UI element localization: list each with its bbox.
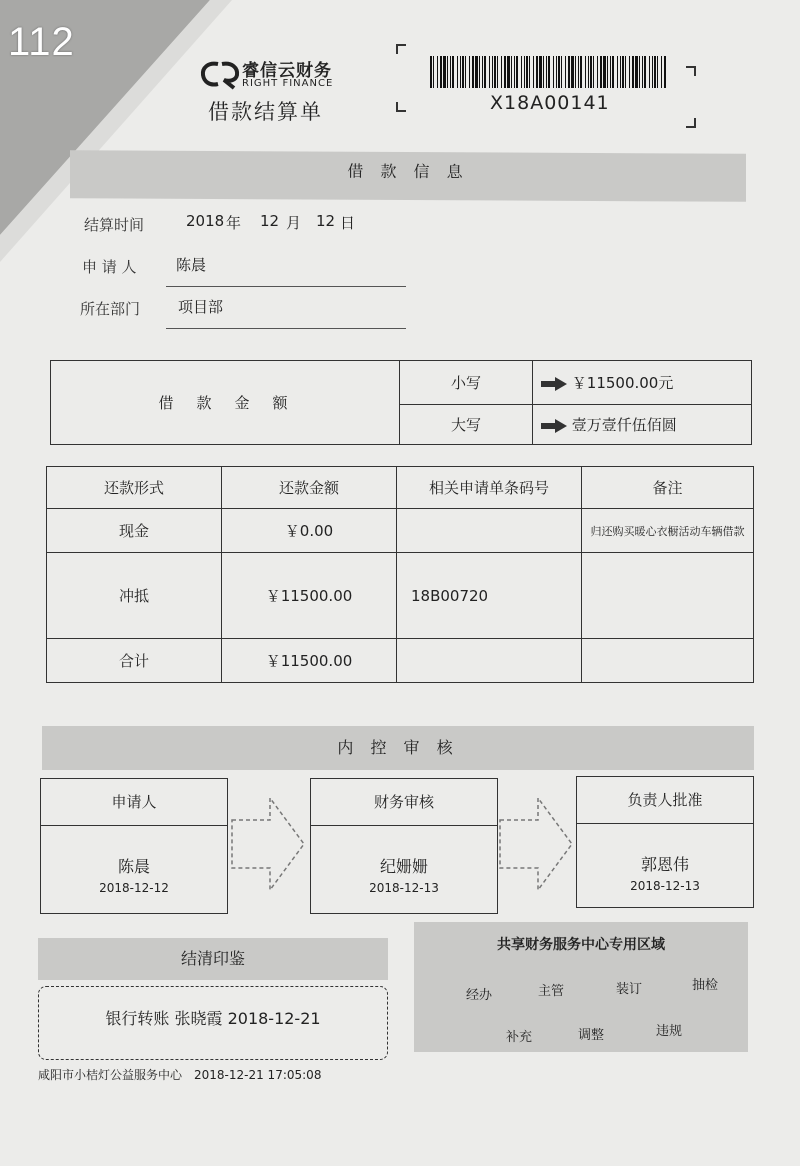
header-repay-amount: 还款金额 (222, 467, 397, 509)
barcode-area (396, 44, 696, 128)
table-row (47, 509, 754, 553)
share-item-violation: 违规 (656, 1024, 683, 1039)
barcode-bar (649, 56, 650, 88)
barcode-bar (443, 56, 446, 88)
barcode-bar (571, 56, 574, 88)
row-barcode (397, 509, 582, 553)
barcode-bar (494, 56, 496, 88)
flow-step-finance-review (310, 778, 498, 914)
flow-step-name: 郭恩伟 (640, 855, 689, 874)
row-remark: 归还购买暖心衣橱活动车辆借款 (582, 509, 754, 553)
barcode-bar (489, 56, 490, 88)
flow-step-name: 陈晨 (117, 857, 150, 876)
share-item-supervisor: 主管 (538, 984, 565, 999)
barcode-number: X18A00141 (490, 92, 610, 114)
barcode-bar (556, 56, 557, 88)
row-amount: ￥11500.00 (222, 639, 397, 683)
barcode-bar (524, 56, 525, 88)
barcode-bar (642, 56, 643, 88)
logo-name-en: RIGHT FINANCE (242, 78, 334, 89)
arrow-right-icon (541, 419, 567, 433)
flow-step-date: 2018-12-13 (630, 879, 700, 893)
company-logo (200, 56, 350, 96)
barcode-bar (632, 56, 634, 88)
barcode-bar (501, 56, 502, 88)
department-value: 项目部 (178, 298, 224, 316)
barcode-bar (593, 56, 594, 88)
small-amount-value: ￥11500.00元 (571, 374, 674, 392)
barcode-bar (661, 56, 662, 88)
flow-arrow-icon (498, 794, 574, 894)
seal-title: 结清印鉴 (38, 938, 388, 980)
barcode-bar (433, 56, 434, 88)
barcode-bar (629, 56, 630, 88)
barcode-bar (565, 56, 566, 88)
big-amount-label: 大写 (400, 405, 533, 445)
barcode-bar (492, 56, 493, 88)
flow-step-name: 纪姗姗 (379, 857, 428, 876)
barcode-bar (561, 56, 562, 88)
barcode-bar (514, 56, 515, 88)
barcode-bar (437, 56, 438, 88)
settle-year: 2018 (186, 212, 225, 230)
barcode-bar (600, 56, 602, 88)
header-remark: 备注 (582, 467, 754, 509)
barcode-bar (457, 56, 458, 88)
barcode-bar (620, 56, 621, 88)
barcode-bar (516, 56, 518, 88)
barcode-bar (622, 56, 624, 88)
share-item-binding: 装订 (616, 982, 643, 997)
shared-service-title: 共享财务服务中心专用区域 (497, 937, 665, 953)
flow-step-date: 2018-12-13 (369, 881, 439, 895)
barcode-bar (430, 56, 432, 88)
arrow-right-icon (541, 377, 567, 391)
barcode-bar (654, 56, 656, 88)
logo-name-cn: 睿信云财务 (242, 61, 332, 81)
header-repay-method: 还款形式 (47, 467, 222, 509)
barcode-bar (546, 56, 547, 88)
share-item-supplement: 补充 (506, 1030, 533, 1045)
barcode-bar (452, 56, 454, 88)
barcode-bar (507, 56, 510, 88)
footer-org-timestamp: 咸阳市小桔灯公益服务中心 2018-12-21 17:05:08 (38, 1068, 322, 1082)
header-barcode-no: 相关申请单条码号 (397, 467, 582, 509)
applicant-value: 陈晨 (176, 256, 207, 274)
row-amount: ￥11500.00 (222, 553, 397, 639)
document-title: 借款结算单 (208, 100, 323, 124)
flow-step-title: 负责人批准 (577, 777, 753, 824)
barcode-bar (465, 56, 466, 88)
flow-step-applicant (40, 778, 228, 914)
barcode-bar (617, 56, 618, 88)
row-barcode (397, 639, 582, 683)
barcode-bar (558, 56, 560, 88)
flow-step-title: 财务审核 (311, 779, 497, 826)
barcode-bar (536, 56, 538, 88)
logo-mark-icon (200, 58, 240, 90)
barcode-bar (603, 56, 606, 88)
barcode-bar (529, 56, 530, 88)
table-row (47, 553, 754, 639)
barcode-bar (652, 56, 653, 88)
barcode-bar (511, 56, 512, 88)
barcode-bar (568, 56, 570, 88)
settle-month-unit: 月 (286, 214, 302, 232)
seal-content: 银行转账 张晓霞 2018-12-21 (38, 986, 388, 1060)
barcode-bar (607, 56, 608, 88)
repayment-table (46, 466, 754, 683)
barcode-bar (610, 56, 611, 88)
flow-step-title: 申请人 (41, 779, 227, 826)
barcode-bar (533, 56, 534, 88)
section-internal-control: 内 控 审 核 (42, 726, 754, 770)
row-method: 现金 (47, 509, 222, 553)
row-method: 合计 (47, 639, 222, 683)
settle-month: 12 (260, 212, 280, 230)
barcode-bar (504, 56, 506, 88)
shared-service-area (414, 922, 748, 1052)
barcode-bar (548, 56, 550, 88)
barcode-bar (472, 56, 474, 88)
share-item-handler: 经办 (466, 988, 493, 1003)
amount-table (50, 360, 752, 445)
share-item-adjust: 调整 (578, 1028, 605, 1043)
barcode-bar (664, 56, 666, 88)
settle-day-unit: 日 (340, 214, 356, 232)
settle-year-unit: 年 (226, 214, 242, 232)
barcode-bars (430, 56, 666, 88)
small-amount-cell (533, 361, 752, 405)
big-amount-value: 壹万壹仟伍佰圆 (571, 416, 677, 434)
barcode-bar (521, 56, 522, 88)
settle-time-label: 结算时间 (84, 216, 145, 234)
flow-step-date: 2018-12-12 (99, 881, 169, 895)
amount-label: 借 款 金 额 (51, 361, 400, 445)
barcode-bar (578, 56, 579, 88)
row-amount: ￥0.00 (222, 509, 397, 553)
barcode-bar (440, 56, 442, 88)
barcode-bar (644, 56, 646, 88)
barcode-bar (450, 56, 451, 88)
page-number: 112 (8, 20, 75, 64)
table-row (47, 639, 754, 683)
barcode-bar (526, 56, 528, 88)
flow-step-manager-approval (576, 776, 754, 908)
row-remark (582, 639, 754, 683)
barcode-bar (482, 56, 483, 88)
barcode-bar (612, 56, 614, 88)
small-amount-label: 小写 (400, 361, 533, 405)
row-remark (582, 553, 754, 639)
barcode-bar (447, 56, 448, 88)
barcode-bar (585, 56, 586, 88)
barcode-bar (460, 56, 461, 88)
row-method: 冲抵 (47, 553, 222, 639)
barcode-bar (625, 56, 626, 88)
barcode-bar (484, 56, 486, 88)
barcode-bar (575, 56, 576, 88)
flow-arrow-icon (230, 794, 306, 894)
barcode-bar (580, 56, 582, 88)
barcode-bar (479, 56, 480, 88)
barcode-bar (639, 56, 640, 88)
section-loan-info: 借 款 信 息 (70, 150, 746, 202)
row-barcode: 18B00720 (397, 553, 582, 639)
share-item-spot-check: 抽检 (692, 978, 719, 993)
barcode-bar (590, 56, 592, 88)
barcode-bar (588, 56, 589, 88)
barcode-bar (475, 56, 478, 88)
barcode-bar (553, 56, 554, 88)
barcode-bar (657, 56, 658, 88)
barcode-bar (539, 56, 542, 88)
barcode-bar (469, 56, 470, 88)
barcode-bar (497, 56, 498, 88)
settle-day: 12 (316, 212, 336, 230)
barcode-bar (462, 56, 464, 88)
department-underline (166, 328, 406, 329)
barcode-bar (635, 56, 638, 88)
department-label: 所在部门 (80, 300, 141, 318)
applicant-label: 申 请 人 (82, 258, 137, 276)
big-amount-cell (533, 405, 752, 445)
applicant-underline (166, 286, 406, 287)
barcode-bar (597, 56, 598, 88)
barcode-bar (543, 56, 544, 88)
